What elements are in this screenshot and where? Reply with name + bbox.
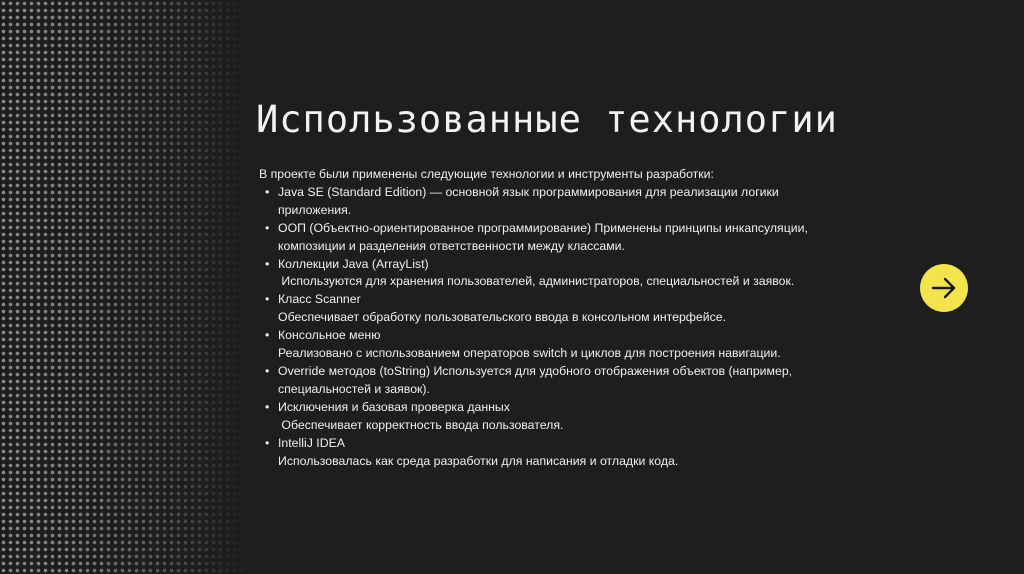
bullet-icon: • (265, 292, 270, 307)
list-item (259, 256, 879, 292)
item-description: приложения. (278, 202, 352, 217)
intro-text: В проекте были применены следующие технологии и инструменты разработки: (259, 167, 714, 181)
list-item (259, 363, 879, 399)
technology-list (259, 184, 879, 471)
arrow-right-icon (928, 272, 960, 304)
item-title: Коллекции Java (ArrayList) (278, 256, 429, 271)
bullet-icon: • (265, 220, 270, 235)
item-description: Использовалась как среда разработки для написания и отладки кода. (278, 453, 679, 468)
item-title: ООП (Объектно-ориентированное программирование) Применены принципы инкапсуляции, (278, 220, 808, 235)
list-item (259, 220, 879, 256)
dot-pattern-decoration (0, 0, 250, 574)
bullet-icon: • (265, 328, 270, 343)
bullet-icon: • (265, 399, 270, 414)
list-item (259, 435, 879, 471)
bullet-icon: • (265, 363, 270, 378)
item-title: Override методов (toString) Используется для удобного отображения объектов (например, (278, 363, 793, 378)
item-description: Реализовано с использованием операторов switch и циклов для построения навигации. (278, 346, 781, 361)
item-title: Консольное меню (278, 328, 381, 343)
item-description: специальностей и заявок). (278, 381, 430, 396)
item-description: Обеспечивает обработку пользовательского ввода в консольном интерфейсе. (278, 310, 727, 325)
item-description: композиции и разделения ответственности между классами. (278, 238, 625, 253)
list-item (259, 291, 879, 327)
bullet-icon: • (265, 256, 270, 271)
item-title: IntelliJ IDEA (278, 435, 345, 450)
bullet-icon: • (265, 435, 270, 450)
slide-title: Использованные технологии (256, 98, 838, 141)
slide-body (259, 166, 879, 470)
item-title: Java SE (Standard Edition) — основной язык программирования для реализации логики (278, 184, 779, 199)
item-description: Используются для хранения пользователей, администраторов, специальностей и заявок. (278, 274, 795, 289)
list-item (259, 184, 879, 220)
item-title: Исключения и базовая проверка данных (278, 399, 510, 414)
list-item (259, 327, 879, 363)
next-slide-button[interactable] (920, 264, 968, 312)
item-title: Класс Scanner (278, 292, 361, 307)
bullet-icon: • (265, 184, 270, 199)
item-description: Обеспечивает корректность ввода пользователя. (278, 417, 564, 432)
list-item (259, 399, 879, 435)
